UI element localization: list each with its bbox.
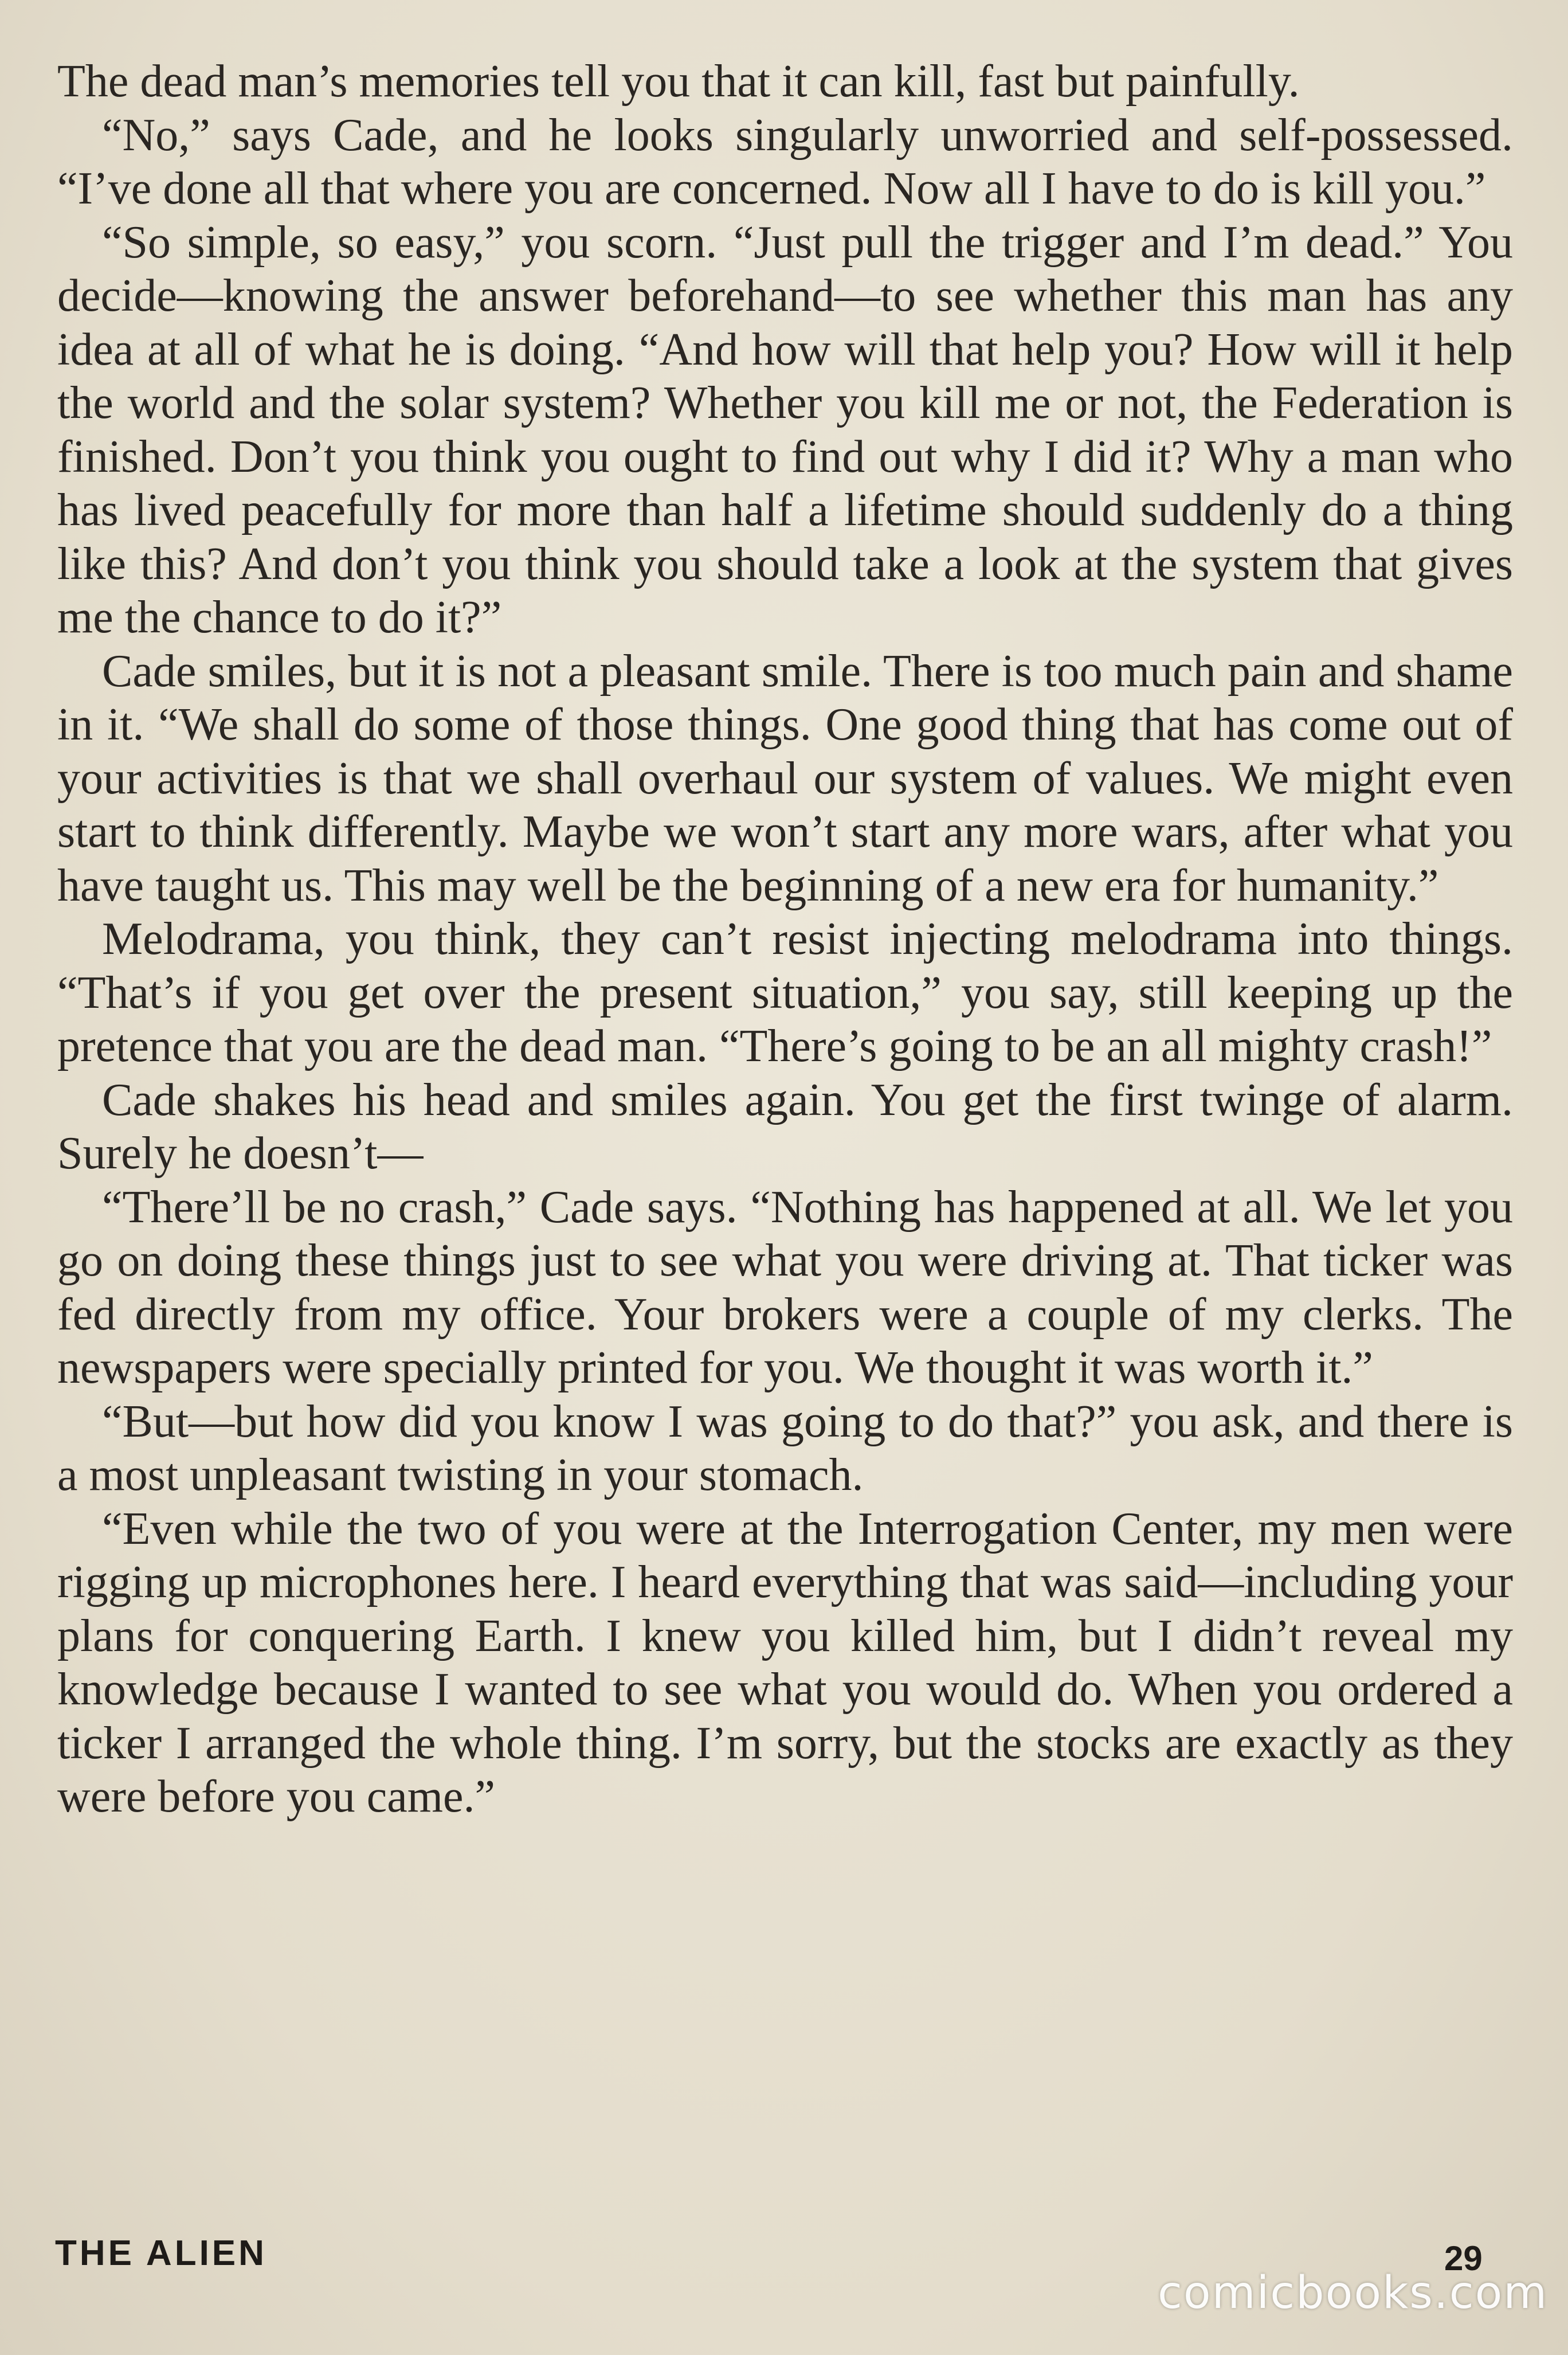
page-number: 29 (1444, 2239, 1483, 2278)
paragraph: Melodrama, you think, they can’t resist injecting melodrama into things. “That’s if you get over the present situation,” you say, still keeping up the pretence that you are the dead man. “There’s going to be an all mighty crash!” (57, 914, 1513, 1071)
paragraph: The dead man’s memories tell you that it can kill, fast but painfully. (57, 56, 1300, 107)
source-watermark: comicbooks.com (1158, 2267, 1549, 2319)
paragraph: “There’ll be no crash,” Cade says. “Nothing has happened at all. We let you go on doing these things just to see what you were driving at. That ticker was fed directly from my office. Your brokers were a couple of my clerks. The newspapers were specially printed for you. We thought it was worth it.” (57, 1182, 1513, 1393)
paragraph: “But—but how did you know I was going to do that?” you ask, and there is a most unpleasant twisting in your stomach. (57, 1396, 1513, 1500)
paragraph: “No,” says Cade, and he looks singularly unworried and self-possessed. “I’ve done all that where you are concerned. Now all I have to do is kill you.” (57, 109, 1513, 214)
story-text (57, 55, 1513, 1824)
paragraph: Cade smiles, but it is not a pleasant smile. There is too much pain and shame in it. “We shall do some of those things. One good thing that has come out of your activities is that we shall overhaul our system of values. We might even start to think differently. Maybe we won’t start any more wars, after what you have taught us. This may well be the beginning of a new era for humanity.” (57, 646, 1513, 911)
running-footer-title: THE ALIEN (55, 2233, 267, 2273)
paragraph: Cade shakes his head and smiles again. You get the first twinge of alarm. Surely he doesn’t— (57, 1074, 1513, 1179)
paragraph: “So simple, so easy,” you scorn. “Just pull the trigger and I’m dead.” You decide—knowing the answer beforehand—to see whether this man has any idea at all of what he is doing. “And how will that help you? How will it help the world and the solar system? Whether you kill me or not, the Federation is finished. Don’t you think you ought to find out why I did it? Why a man who has lived peacefully for more than half a lifetime should suddenly do a thing like this? And don’t you think you should take a look at the system that gives me the chance to do it?” (57, 217, 1513, 643)
paragraph: “Even while the two of you were at the Interrogation Center, my men were rigging up microphones here. I heard everything that was said—including your plans for conquering Earth. I knew you killed him, but I didn’t reveal my knowledge because I wanted to see what you would do. When you ordered a ticker I arranged the whole thing. I’m sorry, but the stocks are exactly as they were before you came.” (57, 1503, 1513, 1822)
